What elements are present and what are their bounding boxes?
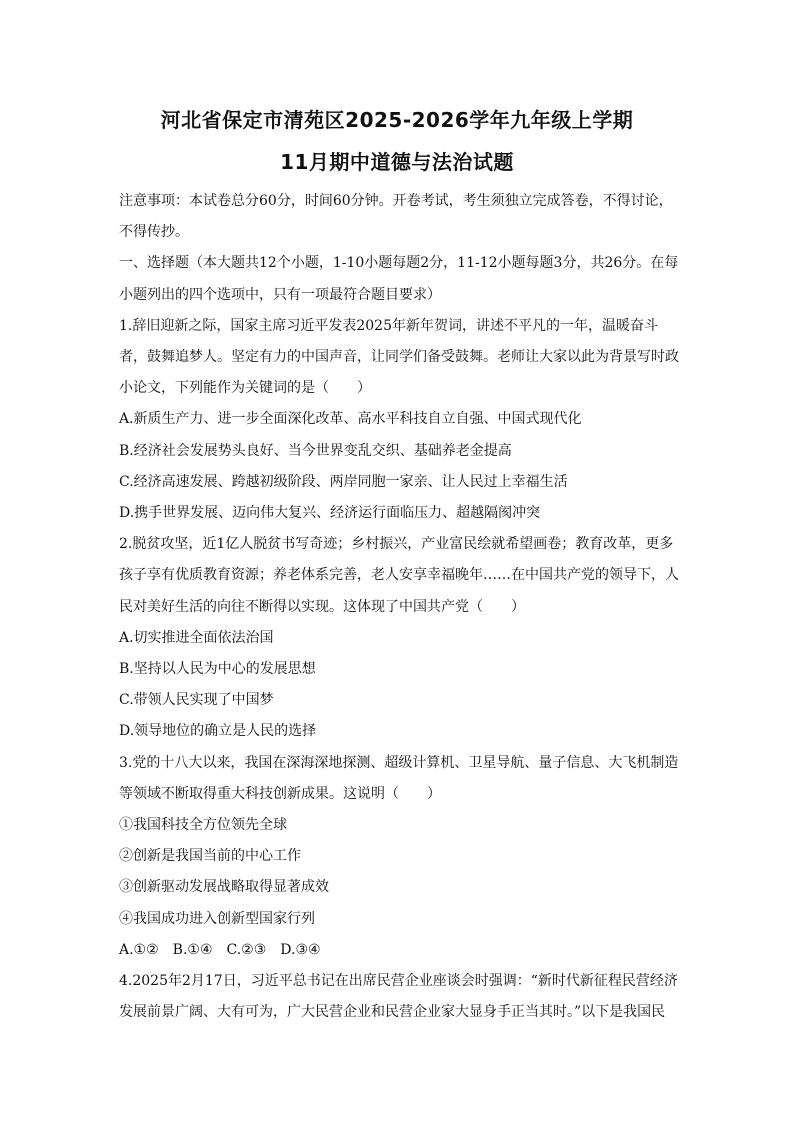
option-b: B.坚持以人民为中心的发展思想 xyxy=(119,661,316,678)
statement-3: ③创新驱动发展战略取得显著成效 xyxy=(119,879,329,896)
section-heading: 一、选择题（本大题共12个小题，1-10小题每题2分，11-12小题每题3分，共26分。在每小题列出的四个选项中，只有一项最符合题目要求） xyxy=(119,255,679,303)
statement-2: ②创新是我国当前的中心工作 xyxy=(119,848,301,865)
question-stem: 4.2025年2月17日，习近平总书记在出席民营企业座谈会时强调：“新时代新征程民营经济发展前景广阔、大有可为，广大民营企业和民营企业家大显身手正当其时。”以下是我国民 xyxy=(119,973,678,1021)
option-a: A.切实推进全面依法治国 xyxy=(119,629,274,646)
option-d: D.领导地位的确立是人民的选择 xyxy=(119,723,317,740)
option-c: C.带领人民实现了中国梦 xyxy=(119,692,274,709)
option-b: B.经济社会发展势头良好、当今世界变乱交织、基础养老金提高 xyxy=(119,442,512,459)
question-4 xyxy=(119,966,681,1028)
exam-title-line2: 11月期中道德与法治试题 xyxy=(280,150,514,174)
question-3 xyxy=(119,748,681,966)
answer-options: A.①② B.①④ C.②③ D.③④ xyxy=(119,941,321,958)
question-2 xyxy=(119,529,681,747)
notice: 注意事项：本试卷总分60分，时间60分钟。开卷考试，考生须独立完成答卷，不得讨论，不得传抄。 xyxy=(119,193,673,241)
option-c: C.经济高速发展、跨越初级阶段、两岸同胞一家亲、让人民过上幸福生活 xyxy=(119,473,568,490)
question-stem: 3.党的十八大以来，我国在深海深地探测、超级计算机、卫星导航、量子信息、大飞机制造等领域不断取得重大科技创新成果。这说明（ ） xyxy=(119,754,679,802)
question-stem: 1.辞旧迎新之际，国家主席习近平发表2025年新年贺词，讲述不平凡的一年，温暖奋斗者，鼓舞追梦人。坚定有力的中国声音，让同学们备受鼓舞。老师让大家以此为背景写时政小论文，下列能作为关键词的是（ ） xyxy=(119,317,679,397)
option-a: A.新质生产力、进一步全面深化改革、高水平科技自立自强、中国式现代化 xyxy=(119,411,582,428)
question-stem: 2.脱贫攻坚，近1亿人脱贫书写奇迹；乡村振兴，产业富民绘就希望画卷；教育改革，更多孩子享有优质教育资源；养老体系完善，老人安享幸福晚年……在中国共产党的领导下，人民对美好生活的向往不断得以实现。这体现了中国共产党（ ） xyxy=(119,536,679,615)
exam-body xyxy=(119,186,681,1028)
statement-4: ④我国成功进入创新型国家行列 xyxy=(119,910,315,927)
option-d: D.携手世界发展、迈向伟大复兴、经济运行面临压力、超越隔阂冲突 xyxy=(119,505,541,522)
exam-title-line1: 河北省保定市清苑区2025-2026学年九年级上学期 xyxy=(160,108,634,132)
question-1 xyxy=(119,311,681,529)
statement-1: ①我国科技全方位领先全球 xyxy=(119,817,287,834)
